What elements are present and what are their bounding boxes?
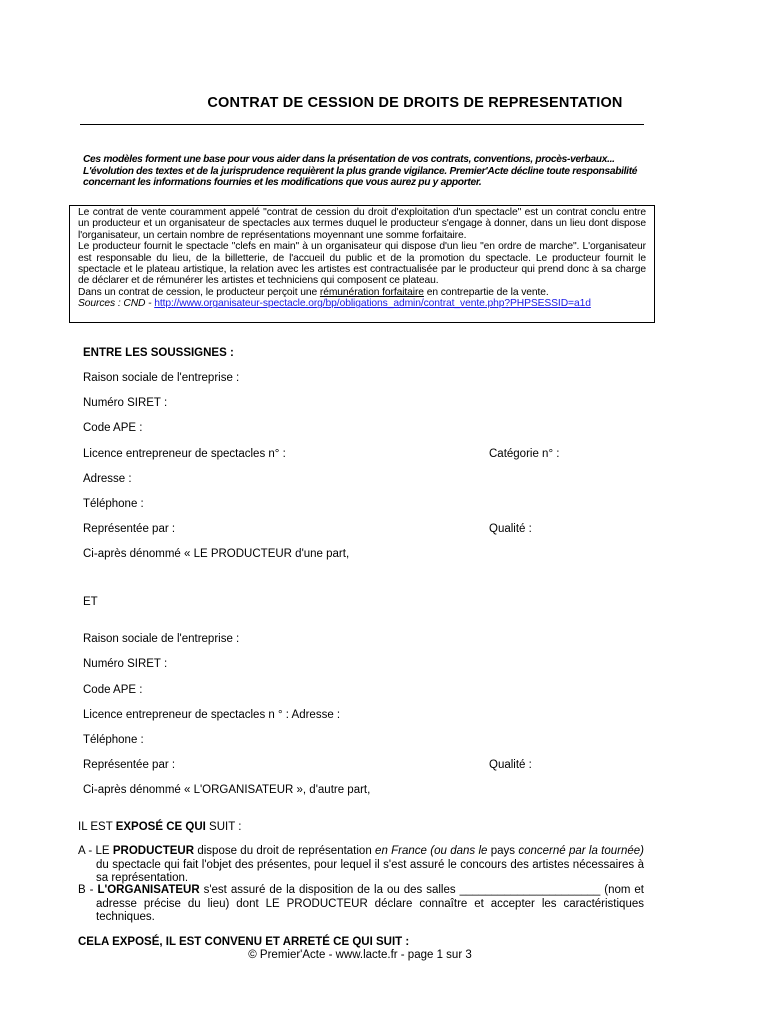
sources-label: Sources : CND -: [78, 298, 155, 310]
clause-a: [78, 845, 644, 886]
producer-raison-label: Raison sociale de l'entreprise :: [83, 372, 240, 384]
entre-heading: ENTRE LES SOUSSIGNES :: [83, 347, 234, 359]
disclaimer-line-1: Ces modèles forment une base pour vous aider dans la présentation de vos contrats, conventions, procès-verbaux...: [83, 154, 615, 165]
producer-representee-label: Représentée par :: [83, 523, 176, 535]
et-separator: ET: [83, 596, 98, 608]
expose-bold: EXPOSÉ CE QUI: [115, 821, 206, 833]
producer-telephone-label: Téléphone :: [83, 498, 144, 510]
organizer-siret-label: Numéro SIRET :: [83, 658, 168, 670]
disclaimer: [83, 154, 643, 189]
clause-a-producteur: PRODUCTEUR: [112, 845, 195, 857]
organizer-qualite-label: Qualité :: [489, 759, 532, 771]
remuneration-forfaitaire: rémunération forfaitaire: [319, 286, 424, 298]
expose-pre: IL EST: [78, 821, 116, 833]
clause-b-text: s'est assuré de la disposition de la ou des salles ______________________ (nom et adresse précise du lieu) dont LE PRODUCTEUR déclare connaître et accepter les caractéristiques techniques.: [96, 884, 644, 923]
producer-adresse-label: Adresse :: [83, 473, 132, 485]
producer-licence-label: Licence entrepreneur de spectacles n° :: [83, 448, 286, 460]
producer-qualite-label: Qualité :: [489, 523, 532, 535]
intro-text: [78, 207, 646, 310]
sources-line: [78, 298, 646, 309]
intro-paragraph-3: [78, 287, 646, 298]
intro-paragraph-2: Le producteur fournit le spectacle "clefs en main" à un organisateur qui dispose d'un lieu "en ordre de marche". L'organisateur est responsable du lieu, de la billetterie, de l'accueil du public et de la promotion du spectacle. Le producteur fournit le spectacle et le plateau artistique, la relation avec les artistes est contractualisée par le producteur qui prend donc à sa charge de déclarer et de rémunérer les artistes et techniciens qui composent ce plateau.: [78, 241, 646, 287]
clause-a-text-2: pays: [487, 845, 519, 857]
expose-post: SUIT :: [205, 821, 242, 833]
organizer-telephone-label: Téléphone :: [83, 734, 144, 746]
clause-a-italic-1: en France (ou dans le: [375, 845, 488, 857]
clause-a-prefix: A - LE: [78, 845, 113, 857]
producer-ape-label: Code APE :: [83, 422, 143, 434]
disclaimer-line-2: L'évolution des textes et de la jurisprudence requièrent la plus grande vigilance. Premier'Acte décline toute responsabilité: [83, 165, 638, 177]
clause-a-text-1: dispose du droit de représentation: [194, 845, 376, 857]
producer-ci-apres: Ci-après dénommé « LE PRODUCTEUR d'une part,: [83, 548, 350, 560]
title-rule: [80, 124, 644, 125]
organizer-raison-label: Raison sociale de l'entreprise :: [83, 633, 240, 645]
clause-b-organisateur: L'ORGANISATEUR: [97, 884, 200, 896]
cela-expose-heading: CELA EXPOSÉ, IL EST CONVENU ET ARRETÉ CE QUI SUIT :: [78, 936, 410, 948]
intro-p3-after: en contrepartie de la vente.: [423, 286, 549, 298]
organizer-ci-apres: Ci-après dénommé « L'ORGANISATEUR », d'autre part,: [83, 784, 371, 796]
clause-b-prefix: B -: [78, 884, 98, 896]
expose-heading: [78, 821, 241, 833]
sources-link[interactable]: http://www.organisateur-spectacle.org/bp/obligations_admin/contrat_vente.php?PHPSESSID=a1d: [154, 298, 591, 310]
clause-a-italic-2: concerné par la tournée): [518, 845, 644, 857]
clause-b: [78, 884, 644, 925]
disclaimer-line-3: concernant les informations fournies et les modifications que vous aurez pu y apporter.: [83, 177, 482, 188]
producer-categorie-label: Catégorie n° :: [489, 448, 560, 460]
organizer-ape-label: Code APE :: [83, 684, 143, 696]
intro-paragraph-1: Le contrat de vente couramment appelé "contrat de cession du droit d'exploitation d'un spectacle" est un contrat conclu entre un producteur et un organisateur de spectacles aux termes duquel le producteur s'engage à donner, dans un lieu dont dispose l'organisateur, un certain nombre de représentations moyennant une somme forfaitaire.: [78, 207, 646, 241]
page-footer: © Premier'Acte - www.lacte.fr - page 1 sur 3: [248, 949, 472, 961]
document-title: CONTRAT DE CESSION DE DROITS DE REPRESENTATION: [207, 95, 623, 111]
intro-p3-before: Dans un contrat de cession, le producteur perçoit une: [78, 286, 320, 298]
clause-a-text-3: du spectacle qui fait l'objet des présentes, pour lequel il s'est assuré le concours des artistes nécessaires à sa représentation.: [96, 858, 644, 884]
organizer-representee-label: Représentée par :: [83, 759, 176, 771]
producer-siret-label: Numéro SIRET :: [83, 397, 168, 409]
organizer-licence-label: Licence entrepreneur de spectacles n ° : Adresse :: [83, 709, 341, 721]
